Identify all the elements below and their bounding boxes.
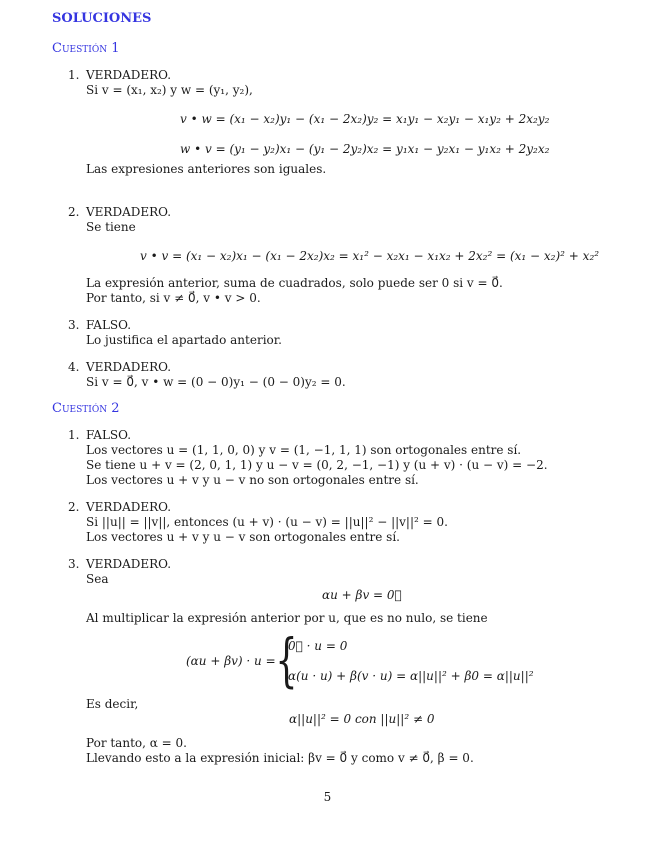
text-line: Si v = 0⃗, v • w = (0 − 0)y₁ − (0 − 0)y₂ = 0.	[86, 375, 346, 389]
verdict: VERDADERO.	[86, 360, 172, 374]
text-line: Se tiene u + v = (2, 0, 1, 1) y u − v = (0, 2, −1, −1) y (u + v) · (u − v) = −2.	[86, 458, 548, 472]
equation: α||u||² = 0 con ||u||² ≠ 0	[289, 712, 435, 726]
case-line: α(u · u) + β(v · u) = α||u||² + β0 = α||u||²	[288, 669, 534, 683]
verdict: FALSO.	[86, 318, 132, 332]
verdict: VERDADERO.	[86, 68, 172, 82]
equation: v • v = (x₁ − x₂)x₁ − (x₁ − 2x₂)x₂ = x₁² − x₂x₁ − x₁x₂ + 2x₂² = (x₁ − x₂)² + x₂²	[140, 249, 600, 263]
equation: w • v = (y₁ − y₂)x₁ − (y₁ − 2y₂)x₂ = y₁x₁ − y₂x₁ − y₁x₂ + 2y₂x₂	[180, 142, 550, 156]
item-number: 2.	[68, 500, 80, 514]
case-line: 0⃗ · u = 0	[288, 639, 348, 653]
verdict: VERDADERO.	[86, 205, 172, 219]
section-heading-1: Cuestión 1	[52, 41, 120, 56]
text-line: Los vectores u + v y u − v son ortogonales entre sí.	[86, 530, 400, 544]
item-number: 1.	[68, 428, 80, 442]
verdict: VERDADERO.	[86, 557, 172, 571]
text-line: Es decir,	[86, 697, 139, 711]
text-line: Si v = (x₁, x₂) y w = (y₁, y₂),	[86, 83, 253, 97]
item-number: 4.	[68, 360, 80, 374]
text-line: Por tanto, α = 0.	[86, 736, 187, 750]
cases-lhs: (αu + βv) · u =	[186, 654, 276, 668]
left-brace: {	[275, 626, 298, 694]
text-line: Los vectores u + v y u − v no son ortogonales entre sí.	[86, 473, 419, 487]
text-line: La expresión anterior, suma de cuadrados, solo puede ser 0 si v = 0⃗.	[86, 276, 503, 290]
equation: v • w = (x₁ − x₂)y₁ − (x₁ − 2x₂)y₂ = x₁y₁ − x₂y₁ − x₁y₂ + 2x₂y₂	[180, 112, 550, 126]
text-line: Las expresiones anteriores son iguales.	[86, 162, 327, 176]
text-line: Los vectores u = (1, 1, 0, 0) y v = (1, −1, 1, 1) son ortogonales entre sí.	[86, 443, 522, 457]
page-number: 5	[323, 790, 332, 804]
item-number: 2.	[68, 205, 80, 219]
section-heading-2: Cuestión 2	[52, 401, 120, 416]
verdict: FALSO.	[86, 428, 132, 442]
text-line: Lo justifica el apartado anterior.	[86, 333, 282, 347]
text-line: Por tanto, si v ≠ 0⃗, v • v > 0.	[86, 291, 261, 305]
item-number: 1.	[68, 68, 80, 82]
text-line: Se tiene	[86, 220, 136, 234]
page-title: SOLUCIONES	[52, 11, 152, 26]
verdict: VERDADERO.	[86, 500, 172, 514]
text-line: Al multiplicar la expresión anterior por u, que es no nulo, se tiene	[86, 611, 488, 625]
text-line: Llevando esto a la expresión inicial: βv = 0⃗ y como v ≠ 0⃗, β = 0.	[86, 751, 474, 765]
text-line: Si ||u|| = ||v||, entonces (u + v) · (u − v) = ||u||² − ||v||² = 0.	[86, 515, 448, 529]
text-line: Sea	[86, 572, 109, 586]
item-number: 3.	[68, 318, 80, 332]
equation: αu + βv = 0⃗	[322, 588, 402, 602]
item-number: 3.	[68, 557, 80, 571]
